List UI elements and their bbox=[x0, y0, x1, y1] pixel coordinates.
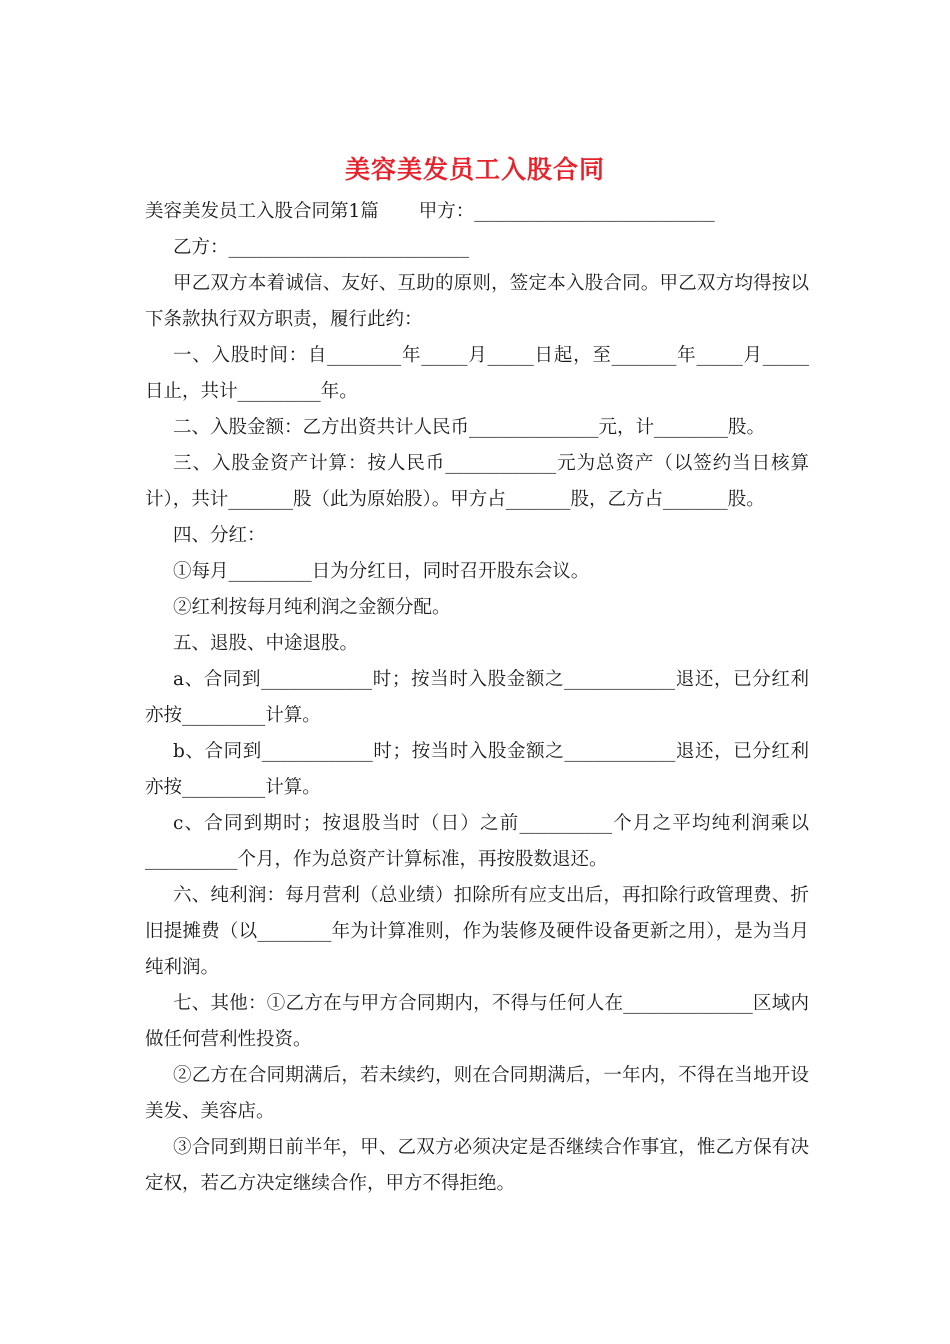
clause-5-item-a: a、合同到____________时；按当时入股金额之____________退还，已分红利亦按_________计算。 bbox=[145, 669, 809, 726]
subtitle-text: 美容美发员工入股合同第1篇 bbox=[145, 201, 379, 222]
intro-line bbox=[145, 194, 809, 230]
clause-4: 四、分红： bbox=[173, 525, 266, 546]
party-b-line: 乙方：__________________________ bbox=[173, 237, 470, 258]
document-body bbox=[145, 194, 809, 1202]
party-a-line: 甲方：__________________________ bbox=[418, 201, 715, 222]
clause-6: 六、纯利润：每月营利（总业绩）扣除所有应支出后，再扣除行政管理费、折旧提摊费（以________年为计算准则，作为装修及硬件设备更新之用），是为当月纯利润。 bbox=[145, 885, 809, 978]
clause-1: 一、入股时间：自________年_____月_____日起，至_______年_____月_____日止，共计_________年。 bbox=[145, 345, 809, 402]
clause-4-item-2: ②红利按每月纯利润之金额分配。 bbox=[173, 597, 451, 618]
clause-5-item-b: b、合同到____________时；按当时入股金额之____________退还，已分红利亦按_________计算。 bbox=[145, 741, 809, 798]
clause-5-item-c: c、合同到期时；按退股当时（日）之前__________个月之平均纯利润乘以__________个月，作为总资产计算标准，再按股数退还。 bbox=[145, 813, 809, 870]
clause-4-item-1: ①每月_________日为分红日，同时召开股东会议。 bbox=[173, 561, 590, 582]
clause-3: 三、入股金资产计算：按人民币____________元为总资产（以签约当日核算计），共计_______股（此为原始股）。甲方占_______股，乙方占_______股。 bbox=[145, 453, 809, 510]
clause-7-item-2: ②乙方在合同期满后，若未续约，则在合同期满后，一年内，不得在当地开设美发、美容店。 bbox=[145, 1065, 809, 1122]
document-title: 美容美发员工入股合同 bbox=[344, 155, 605, 184]
clause-5: 五、退股、中途退股。 bbox=[173, 633, 359, 654]
clause-7-item-3: ③合同到期日前半年，甲、乙双方必须决定是否继续合作事宜，惟乙方保有决定权，若乙方决定继续合作，甲方不得拒绝。 bbox=[145, 1137, 809, 1194]
clause-7: 七、其他：①乙方在与甲方合同期内，不得与任何人在______________区域内做任何营利性投资。 bbox=[145, 993, 809, 1050]
clause-2: 二、入股金额：乙方出资共计人民币______________元，计________股。 bbox=[173, 417, 766, 438]
paragraph-preamble: 甲乙双方本着诚信、友好、互助的原则，签定本入股合同。甲乙双方均得按以下条款执行双方职责，履行此约： bbox=[145, 273, 809, 330]
